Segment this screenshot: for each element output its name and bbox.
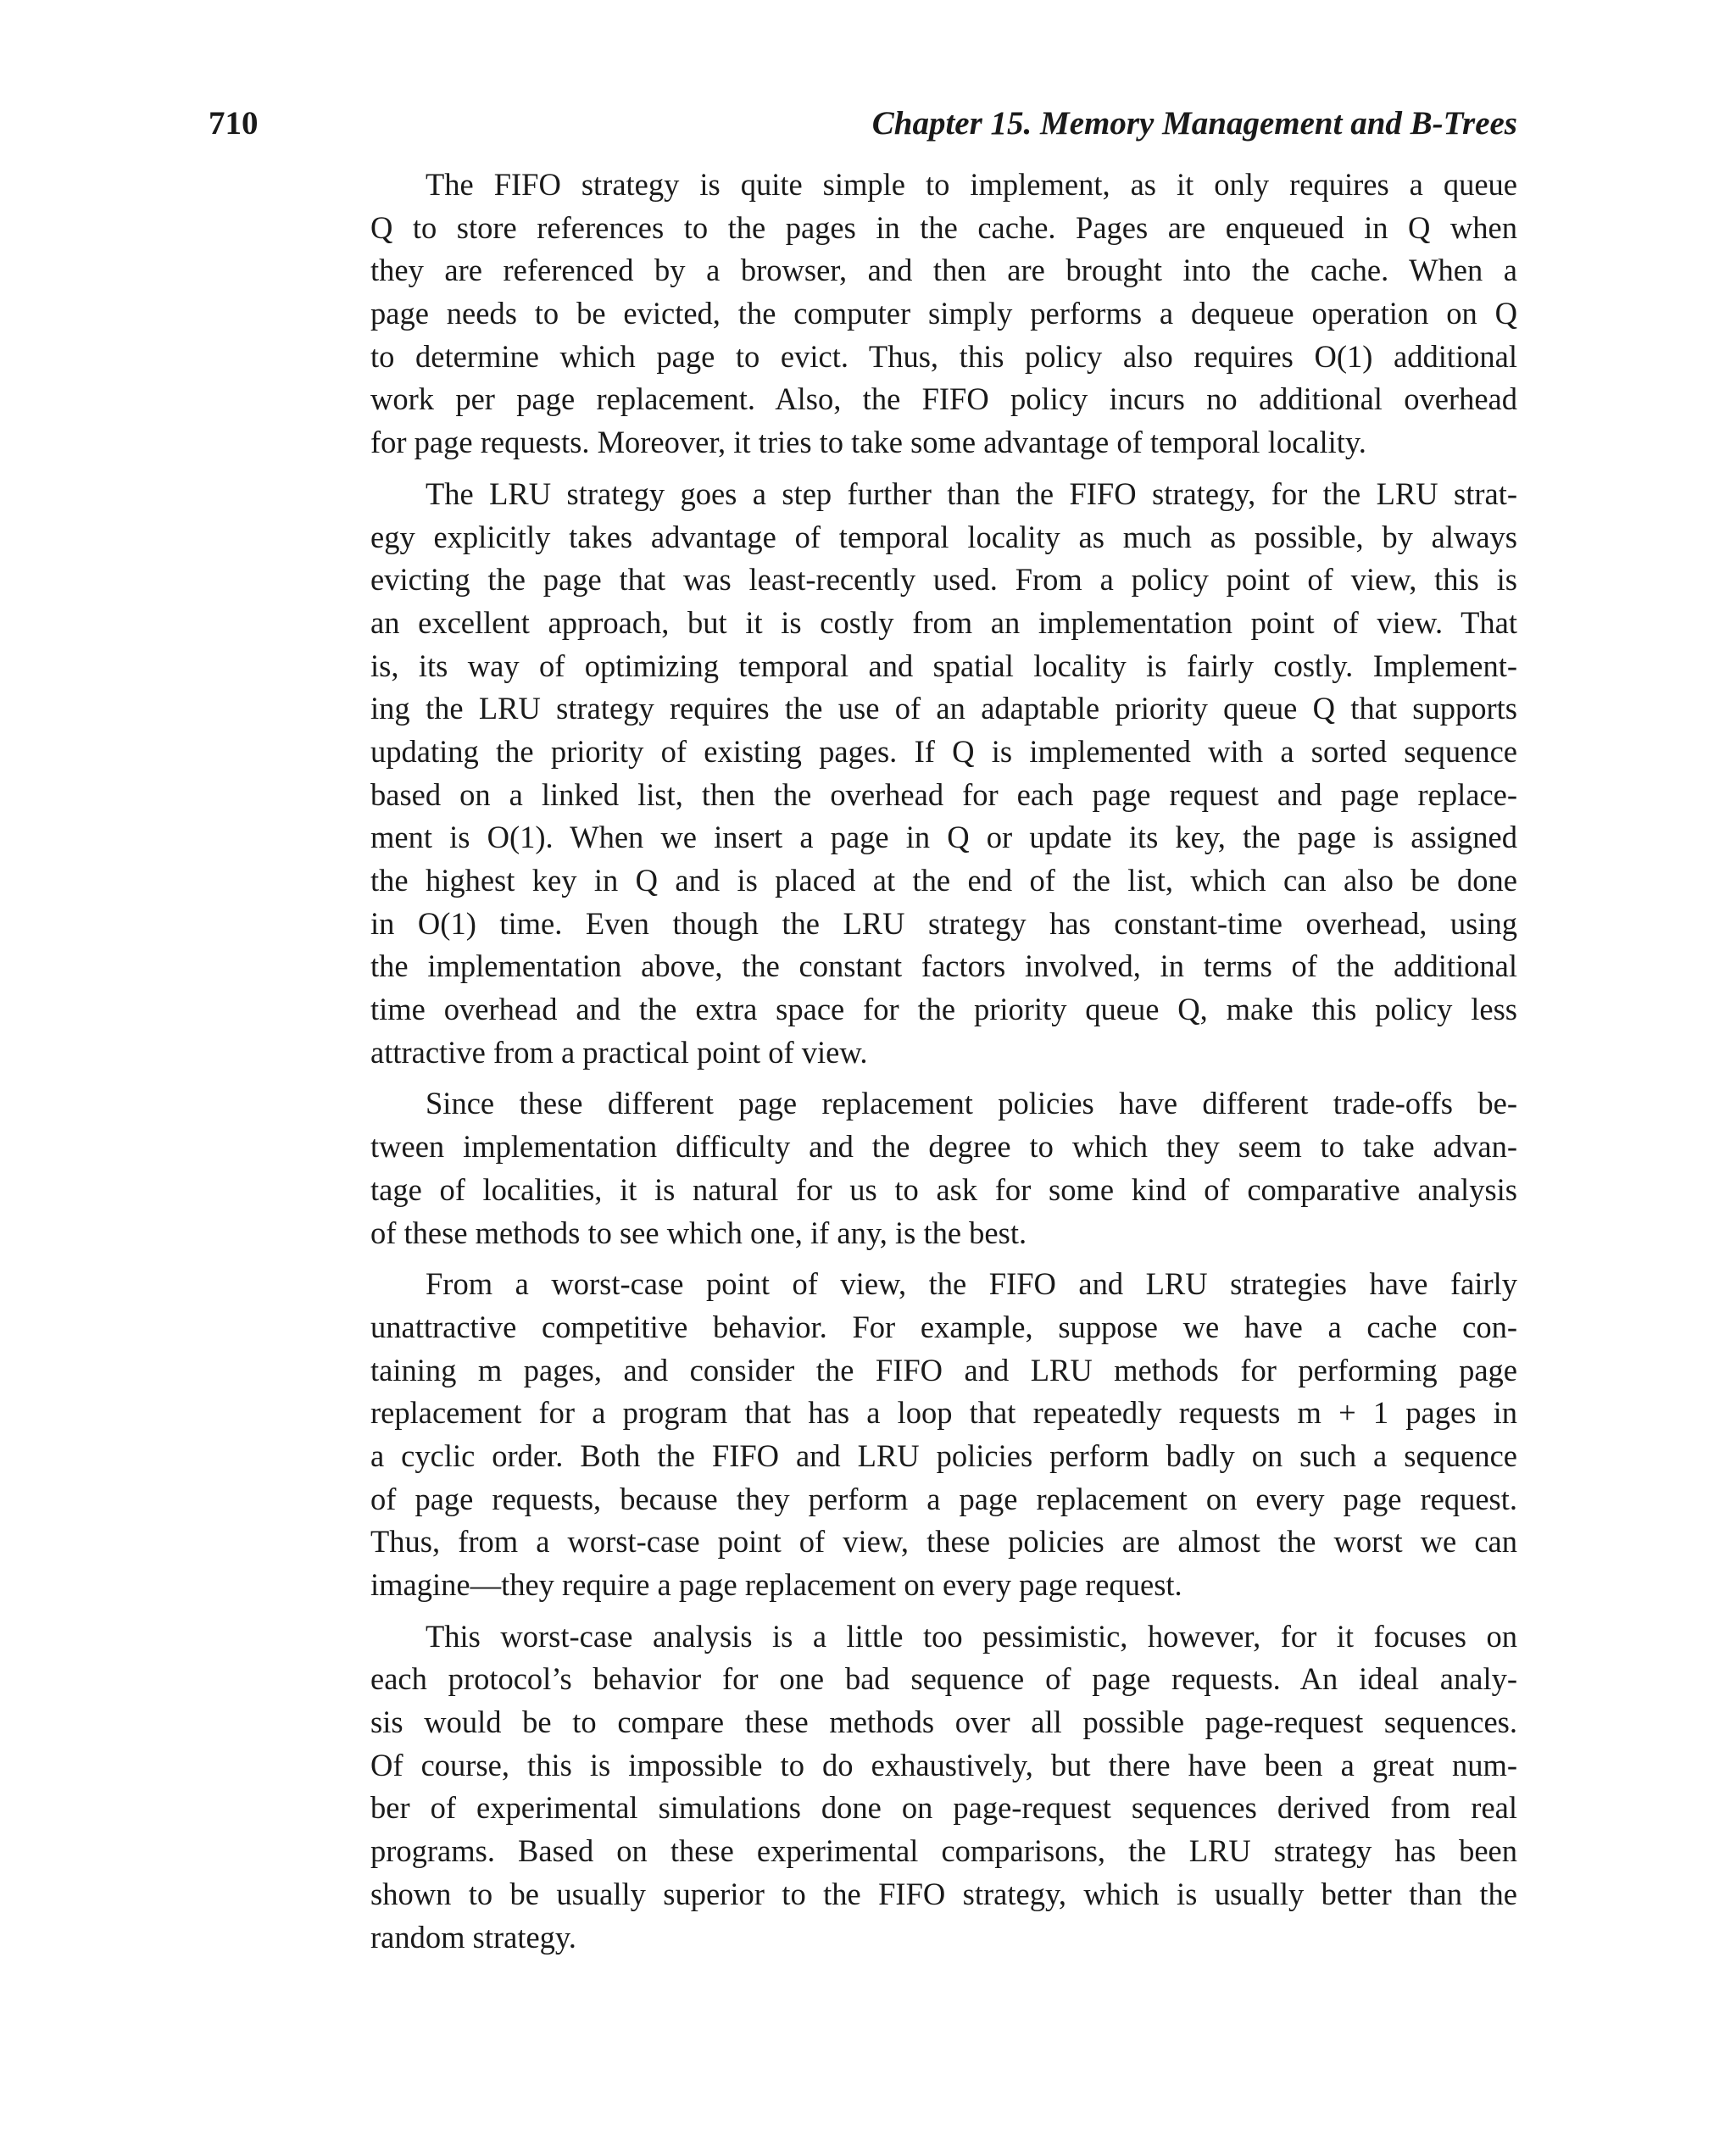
text-line: sis would be to compare these methods over all possible page-request sequences. (370, 1704, 1517, 1740)
text-line: unattractive competitive behavior. For example, suppose we have a cache con- (370, 1309, 1517, 1344)
text-line: evicting the page that was least-recently used. From a policy point of view, this is (370, 562, 1517, 598)
text-line: egy explicitly takes advantage of temporal locality as much as possible, by always (370, 519, 1517, 554)
text-line: ment is O(1). When we insert a page in Q or update its key, the page is assigned (370, 820, 1517, 855)
text-line: tage of localities, it is natural for us to ask for some kind of comparative analysis (370, 1171, 1517, 1207)
text-line: Thus, from a worst-case point of view, these policies are almost the worst we can (370, 1524, 1517, 1560)
text-line: time overhead and the extra space for the priority queue Q, make this policy less (370, 992, 1517, 1027)
text-line: From a worst-case point of view, the FIFO and LRU strategies have fairly (426, 1266, 1517, 1302)
text-line: Of course, this is impossible to do exhaustively, but there have been a great num- (370, 1747, 1517, 1782)
text-line: ber of experimental simulations done on page-request sequences derived from real (370, 1790, 1517, 1826)
text-line: in O(1) time. Even though the LRU strategy has constant-time overhead, using (370, 905, 1517, 941)
paragraph-trade-offs (370, 1082, 1517, 1254)
paragraph-worst-case (370, 1263, 1517, 1607)
text-line: a cyclic order. Both the FIFO and LRU policies perform badly on such a sequence (370, 1438, 1517, 1473)
paragraph-experimental-analysis (370, 1615, 1517, 1960)
text-line: imagine—they require a page replacement on every page request. (370, 1567, 1182, 1602)
text-line: of these methods to see which one, if any, is the best. (370, 1215, 1027, 1250)
text-line: random strategy. (370, 1919, 576, 1955)
text-line: replacement for a program that has a loop that repeatedly requests m + 1 pages in (370, 1395, 1517, 1431)
text-line: for page requests. Moreover, it tries to take some advantage of temporal locality. (370, 425, 1366, 460)
text-line: ing the LRU strategy requires the use of an adaptable priority queue Q that supports (370, 691, 1517, 726)
text-line: page needs to be evicted, the computer simply performs a dequeue operation on Q (370, 296, 1517, 331)
text-line: programs. Based on these experimental comparisons, the LRU strategy has been (370, 1833, 1517, 1869)
body-text (370, 164, 1517, 1967)
text-line: the highest key in Q and is placed at the end of the list, which can also be done (370, 863, 1517, 898)
page-number: 710 (209, 105, 259, 142)
text-line: tween implementation difficulty and the degree to which they seem to take advan- (370, 1129, 1517, 1165)
paragraph-fifo-strategy (370, 164, 1517, 464)
text-line: each protocol’s behavior for one bad sequence of page requests. An ideal analy- (370, 1661, 1517, 1697)
text-line: the implementation above, the constant factors involved, in terms of the additional (370, 948, 1517, 984)
text-line: based on a linked list, then the overhead for each page request and page replace- (370, 776, 1517, 812)
text-line: Q to store references to the pages in the cache. Pages are enqueued in Q when (370, 209, 1517, 245)
text-line: to determine which page to evict. Thus, this policy also requires O(1) additional (370, 338, 1517, 374)
text-line: The FIFO strategy is quite simple to implement, as it only requires a queue (426, 167, 1517, 202)
text-line: updating the priority of existing pages. If Q is implemented with a sorted sequence (370, 733, 1517, 769)
paragraph-lru-strategy (370, 473, 1517, 1075)
text-line: This worst-case analysis is a little too pessimistic, however, for it focuses on (426, 1618, 1517, 1654)
text-line: The LRU strategy goes a step further than the FIFO strategy, for the LRU strat- (426, 475, 1517, 511)
text-line: of page requests, because they perform a page replacement on every page request. (370, 1481, 1517, 1516)
running-head: Chapter 15. Memory Management and B-Trees (871, 105, 1517, 142)
text-line: taining m pages, and consider the FIFO and LRU methods for performing page (370, 1352, 1517, 1387)
text-line: Since these different page replacement policies have different trade-offs be- (426, 1086, 1517, 1121)
text-line: an excellent approach, but it is costly from an implementation point of view. That (370, 604, 1517, 640)
text-line: they are referenced by a browser, and then are brought into the cache. When a (370, 253, 1517, 288)
text-line: shown to be usually superior to the FIFO strategy, which is usually better than the (370, 1876, 1517, 1911)
text-line: work per page replacement. Also, the FIFO policy incurs no additional overhead (370, 381, 1517, 417)
text-line: is, its way of optimizing temporal and spatial locality is fairly costly. Implement- (370, 648, 1517, 683)
text-line: attractive from a practical point of view. (370, 1034, 868, 1070)
